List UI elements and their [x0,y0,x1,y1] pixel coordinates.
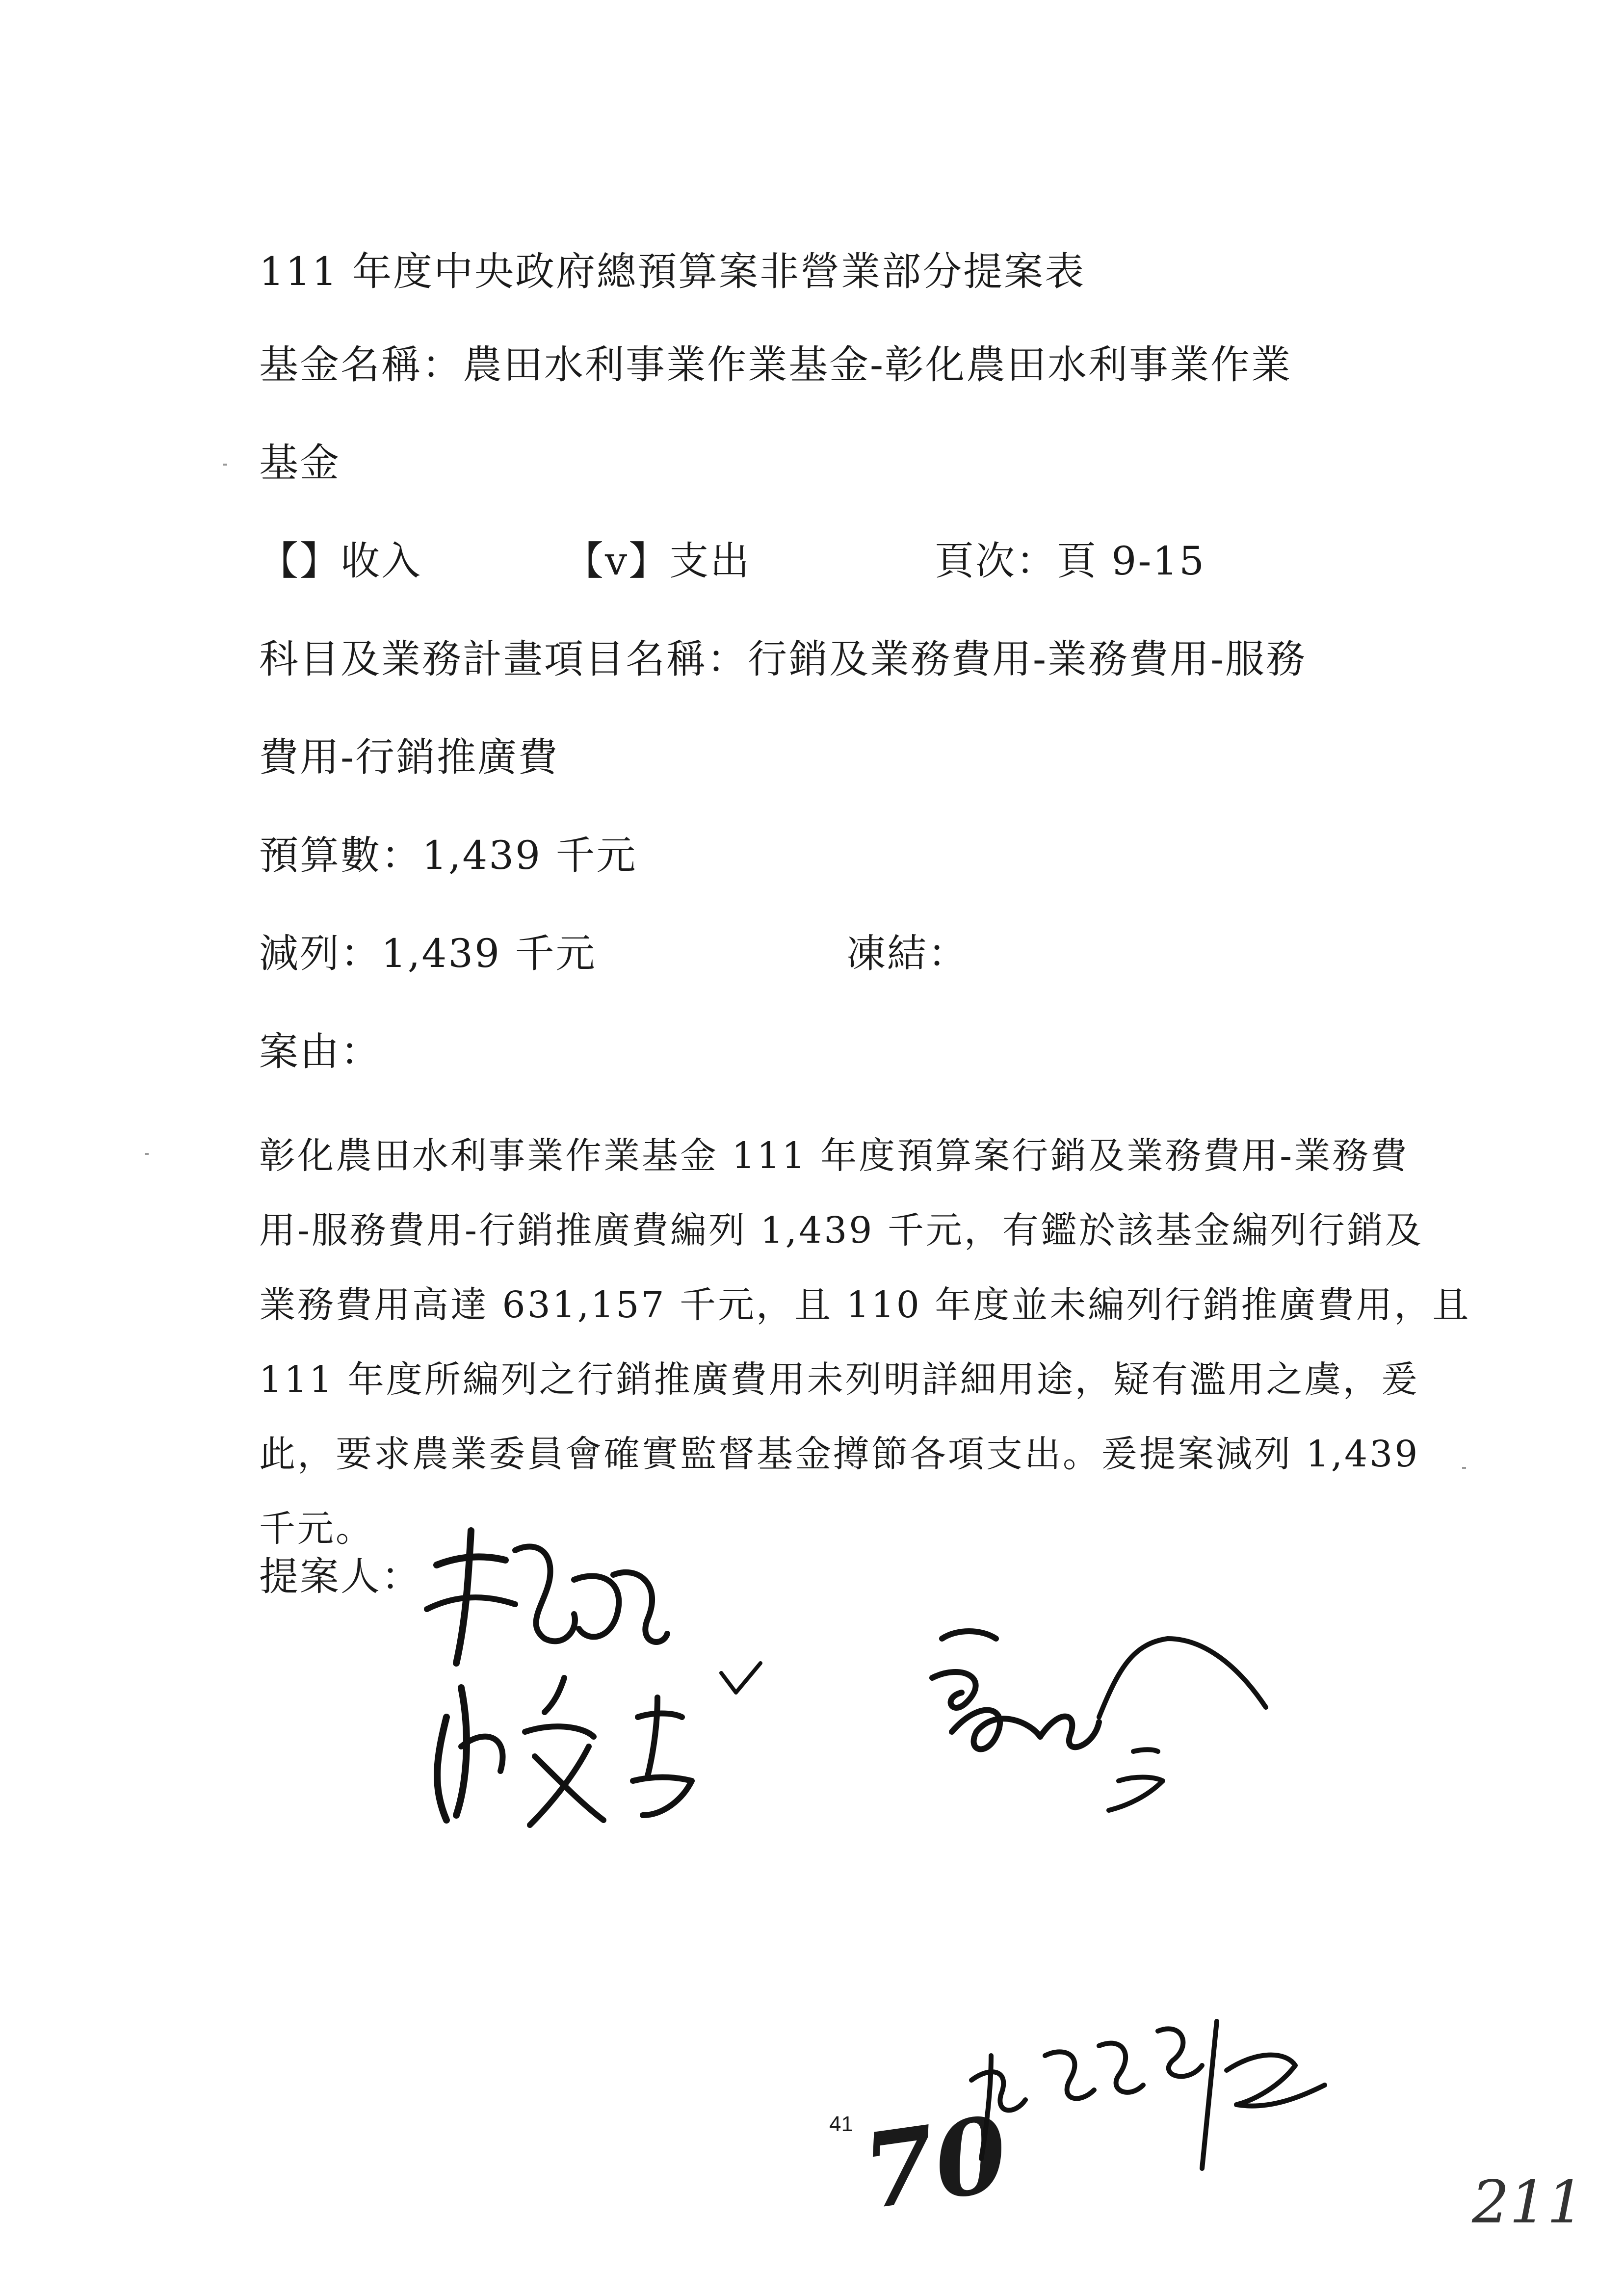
signature-4 [962,2002,1354,2178]
form-title: 111 年度中央政府總預算案非營業部分提案表 [259,249,1086,294]
reason-line: 業務費用高達 631,157 千元，且 110 年度並未編列行銷推廣費用，且 [259,1284,1471,1326]
reason-line: 彰化農田水利事業作業基金 111 年度預算案行銷及業務費用-業務費 [259,1135,1409,1177]
freeze-amount: 凍結： [846,931,969,976]
fund-name-line-1: 基金名稱：農田水利事業作業基金-彰化農田水利事業作業 [259,342,1292,388]
proposer-label: 提案人： [259,1554,422,1599]
reason-line: 用-服務費用-行銷推廣費編列 1,439 千元，有鑑於該基金編列行銷及 [259,1209,1423,1252]
reason-line: 千元。 [259,1508,374,1550]
scan-speck [223,464,227,466]
reduction-amount: 減列：1,439 千元 [259,931,597,976]
scan-speck [145,1153,149,1155]
item-name-line-2: 費用-行銷推廣費 [259,734,559,780]
income-checkbox-label: 【】收入 [259,538,422,584]
handwritten-corner-number: 211 [1472,2168,1585,2237]
reason-line: 此，要求農業委員會確實監督基金撙節各項支出。爰提案減列 1,439 [259,1433,1420,1475]
scan-speck [1462,1467,1466,1469]
page-number: 41 [829,2112,853,2136]
page-reference: 頁次：頁 9-15 [935,538,1206,584]
expense-checkbox-label: 【v】支出 [564,538,751,584]
reason-line: 111 年度所編列之行銷推廣費用未列明詳細用途，疑有濫用之虞，爰 [259,1358,1419,1401]
signature-1 [417,1521,672,1678]
reason-text [259,1119,1471,1566]
reason-label: 案由： [259,1029,381,1074]
signature-3 [922,1609,1315,1845]
fund-name-line-2: 基金 [259,440,341,486]
budget-amount: 預算數：1,439 千元 [259,833,637,878]
signature-2 [417,1658,790,1845]
item-name-line-1: 科目及業務計畫項目名稱：行銷及業務費用-業務費用-服務 [259,636,1307,682]
handwritten-count: 70 [856,2092,1015,2233]
